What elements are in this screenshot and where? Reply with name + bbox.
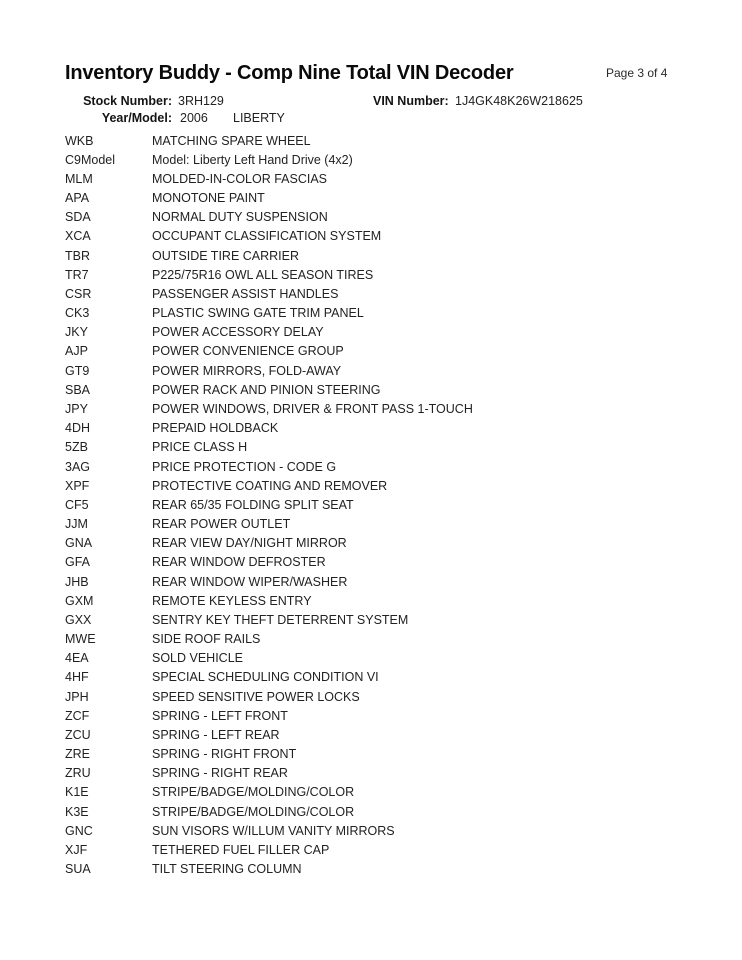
option-row [65, 821, 726, 840]
option-row [65, 783, 726, 802]
option-code: TBR [65, 248, 90, 263]
option-description: MONOTONE PAINT [152, 191, 265, 206]
year-value: 2006 [180, 111, 208, 125]
option-row [65, 227, 726, 246]
option-description: PREPAID HOLDBACK [152, 421, 279, 436]
option-row [65, 399, 726, 418]
option-code: CF5 [65, 497, 89, 512]
option-row [65, 802, 726, 821]
stock-number-value: 3RH129 [178, 94, 224, 108]
option-row [65, 189, 726, 208]
option-code: XCA [65, 229, 91, 244]
option-description: PROTECTIVE COATING AND REMOVER [152, 478, 388, 493]
option-description: POWER WINDOWS, DRIVER & FRONT PASS 1-TOUCH [152, 401, 473, 416]
option-row [65, 629, 726, 648]
option-description: PLASTIC SWING GATE TRIM PANEL [152, 306, 364, 321]
option-code: CSR [65, 286, 92, 301]
option-row [65, 150, 726, 169]
option-code: AJP [65, 344, 88, 359]
option-row [65, 572, 726, 591]
option-code: 3AG [65, 459, 91, 474]
option-description: REAR 65/35 FOLDING SPLIT SEAT [152, 497, 354, 512]
option-code: XJF [65, 842, 88, 857]
option-description: OUTSIDE TIRE CARRIER [152, 248, 300, 263]
option-row [65, 438, 726, 457]
option-row [65, 284, 726, 303]
option-code: 4HF [65, 670, 89, 685]
model-value: LIBERTY [233, 111, 285, 125]
option-description: TETHERED FUEL FILLER CAP [152, 842, 330, 857]
option-code: GXM [65, 593, 94, 608]
option-code: APA [65, 191, 90, 206]
option-code: MLM [65, 171, 93, 186]
vin-number-label: VIN Number: [373, 94, 449, 108]
option-description: SPEED SENSITIVE POWER LOCKS [152, 689, 360, 704]
option-code: SBA [65, 382, 91, 397]
option-description: REAR VIEW DAY/NIGHT MIRROR [152, 536, 347, 551]
option-row [65, 246, 726, 265]
option-code: GNA [65, 536, 93, 551]
option-description: PRICE CLASS H [152, 440, 248, 455]
option-code: ZRE [65, 747, 90, 762]
option-description: SUN VISORS W/ILLUM VANITY MIRRORS [152, 823, 395, 838]
option-row [65, 840, 726, 859]
year-model-label: Year/Model: [101, 111, 172, 125]
option-row [65, 860, 726, 879]
option-row [65, 649, 726, 668]
option-code: 5ZB [65, 440, 88, 455]
option-description: SENTRY KEY THEFT DETERRENT SYSTEM [152, 612, 409, 627]
option-description: P225/75R16 OWL ALL SEASON TIRES [152, 267, 374, 282]
option-row [65, 668, 726, 687]
option-row [65, 591, 726, 610]
option-row [65, 534, 726, 553]
stock-number-label: Stock Number: [83, 94, 172, 108]
option-row [65, 495, 726, 514]
option-description: MATCHING SPARE WHEEL [152, 133, 311, 148]
option-description: PRICE PROTECTION - CODE G [152, 459, 337, 474]
option-description: NORMAL DUTY SUSPENSION [152, 210, 328, 225]
option-description: SOLD VEHICLE [152, 651, 244, 666]
option-code: JHB [65, 574, 89, 589]
option-code: WKB [65, 133, 94, 148]
option-description: SPRING - RIGHT FRONT [152, 747, 297, 762]
option-row [65, 610, 726, 629]
option-description: TILT STEERING COLUMN [152, 862, 302, 877]
option-code: JPY [65, 401, 88, 416]
option-row [65, 706, 726, 725]
option-description: POWER ACCESSORY DELAY [152, 325, 324, 340]
option-description: REAR POWER OUTLET [152, 517, 291, 532]
option-description: SPECIAL SCHEDULING CONDITION VI [152, 670, 379, 685]
option-description: STRIPE/BADGE/MOLDING/COLOR [152, 804, 355, 819]
option-row [65, 265, 726, 284]
option-code: CK3 [65, 306, 90, 321]
option-description: Model: Liberty Left Hand Drive (4x2) [152, 152, 353, 167]
option-code: MWE [65, 632, 96, 647]
option-row [65, 553, 726, 572]
option-row [65, 725, 726, 744]
option-code: SDA [65, 210, 91, 225]
option-description: PASSENGER ASSIST HANDLES [152, 286, 339, 301]
option-description: REAR WINDOW DEFROSTER [152, 555, 326, 570]
option-code: ZRU [65, 766, 91, 781]
option-code: K3E [65, 804, 89, 819]
option-code: SUA [65, 862, 91, 877]
option-description: POWER CONVENIENCE GROUP [152, 344, 344, 359]
page-title: Inventory Buddy - Comp Nine Total VIN Decoder [65, 62, 514, 84]
option-code: ZCU [65, 727, 91, 742]
option-row [65, 380, 726, 399]
option-description: SPRING - RIGHT REAR [152, 766, 288, 781]
option-row [65, 169, 726, 188]
option-code: GXX [65, 612, 92, 627]
option-row [65, 208, 726, 227]
option-code: JJM [65, 517, 88, 532]
option-description: REAR WINDOW WIPER/WASHER [152, 574, 348, 589]
option-code: C9Model [65, 152, 116, 167]
options-list [65, 131, 726, 879]
option-row [65, 361, 726, 380]
option-description: POWER RACK AND PINION STEERING [152, 382, 381, 397]
option-code: JPH [65, 689, 89, 704]
option-row [65, 342, 726, 361]
option-row [65, 514, 726, 533]
option-code: GNC [65, 823, 93, 838]
option-row [65, 764, 726, 783]
option-description: SPRING - LEFT REAR [152, 727, 280, 742]
option-code: XPF [65, 478, 90, 493]
option-row [65, 323, 726, 342]
option-description: POWER MIRRORS, FOLD-AWAY [152, 363, 342, 378]
option-row [65, 419, 726, 438]
option-code: K1E [65, 785, 89, 800]
option-code: 4DH [65, 421, 91, 436]
page-indicator: Page 3 of 4 [606, 66, 668, 80]
option-row [65, 745, 726, 764]
option-code: GFA [65, 555, 91, 570]
option-description: SIDE ROOF RAILS [152, 632, 261, 647]
option-code: JKY [65, 325, 88, 340]
option-row [65, 304, 726, 323]
option-code: 4EA [65, 651, 89, 666]
option-description: SPRING - LEFT FRONT [152, 708, 288, 723]
option-row [65, 476, 726, 495]
option-code: TR7 [65, 267, 89, 282]
option-row [65, 131, 726, 150]
option-description: OCCUPANT CLASSIFICATION SYSTEM [152, 229, 382, 244]
option-code: ZCF [65, 708, 90, 723]
option-code: GT9 [65, 363, 90, 378]
option-row [65, 457, 726, 476]
option-description: MOLDED-IN-COLOR FASCIAS [152, 171, 328, 186]
option-row [65, 687, 726, 706]
option-description: REMOTE KEYLESS ENTRY [152, 593, 312, 608]
option-description: STRIPE/BADGE/MOLDING/COLOR [152, 785, 355, 800]
vin-number-value: 1J4GK48K26W218625 [455, 94, 583, 108]
